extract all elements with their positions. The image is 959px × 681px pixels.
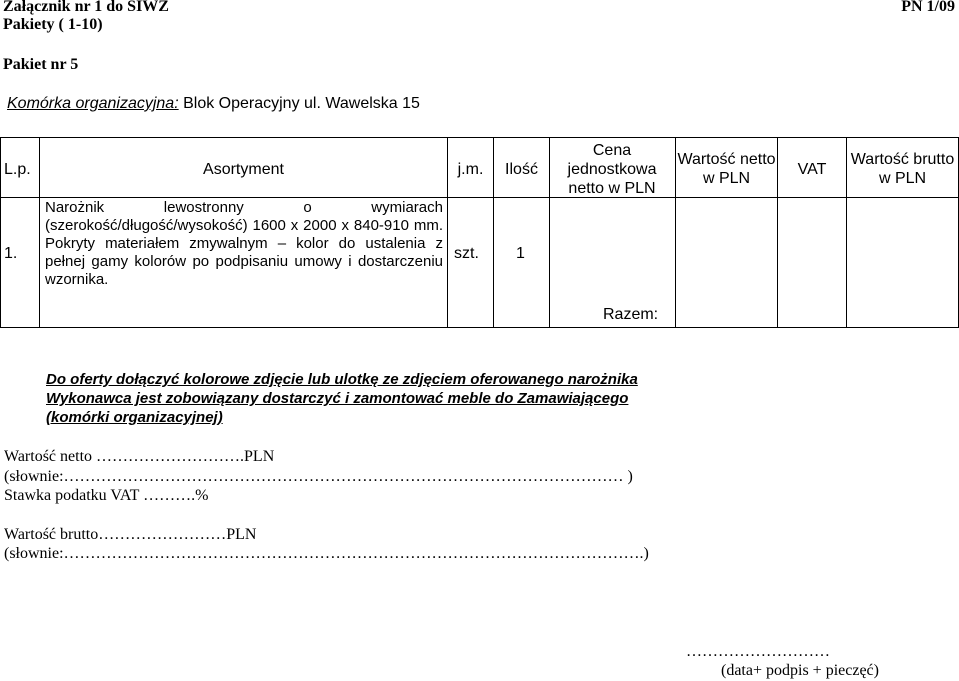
package-number: Pakiet nr 5 [3, 56, 79, 73]
header-assortment: Asortyment [203, 161, 284, 178]
note-photo: Do oferty dołączyć kolorowe zdjęcie lub ulotkę ze zdjęciem oferowanego narożnika [46, 371, 638, 388]
gross-value-line: Wartość brutto……………………PLN [4, 526, 257, 543]
table-border-top [0, 137, 959, 138]
header-vat: VAT [797, 161, 827, 178]
signature-label: (data+ podpis + pieczęć) [721, 662, 879, 679]
table-border-left [0, 137, 1, 327]
unit-value: Blok Operacyjny ul. Wawelska 15 [178, 95, 420, 112]
organizational-unit [7, 95, 420, 113]
header-qty: Ilość [505, 161, 538, 178]
row-jm: szt. [454, 245, 479, 262]
attachment-title: Załącznik nr 1 do SIWZ [3, 0, 169, 15]
vat-rate-line: Stawka podatku VAT ……….% [4, 487, 209, 504]
table-header-divider [0, 197, 959, 198]
gross-words-line: (słownie:……………………………………………………………………………………………….) [4, 545, 649, 562]
row-qty: 1 [516, 245, 525, 262]
row-description: Narożnik lewostronny o wymiarach (szerokość/długość/wysokość) 1600 x 2000 x 840-910 mm. Pokryty materiałem zmywalnym – kolor do ustalenia z pełnej gamy kolorów po podpisaniu umowy i dostarczeniu wzornika. [45, 199, 443, 288]
reference-number: PN 1/09 [901, 0, 955, 15]
net-words-line: (słownie:…………………………………………………………………………………………… ) [4, 468, 633, 485]
header-jm: j.m. [457, 161, 484, 178]
total-label: Razem: [603, 306, 659, 323]
header-gross-value: Wartość brutto w PLN [850, 151, 955, 187]
signature-dots: ……………………… [686, 643, 830, 660]
net-value-line: Wartość netto ……………………….PLN [4, 448, 275, 465]
header-net-value: Wartość netto w PLN [677, 151, 776, 187]
note-delivery: Wykonawca jest zobowiązany dostarczyć i zamontować meble do Zamawiającego [46, 390, 629, 407]
header-lp: L.p. [4, 161, 31, 178]
packages-title: Pakiety ( 1-10) [3, 16, 103, 33]
row-lp: 1. [4, 245, 18, 262]
table-border-bottom [0, 327, 959, 328]
header-unit-price: Cena jednostkowa netto w PLN [567, 142, 657, 197]
col-divider [549, 137, 550, 327]
unit-label: Komórka organizacyjna: [7, 95, 179, 112]
note-unit: (komórki organizacyjnej) [46, 409, 223, 426]
